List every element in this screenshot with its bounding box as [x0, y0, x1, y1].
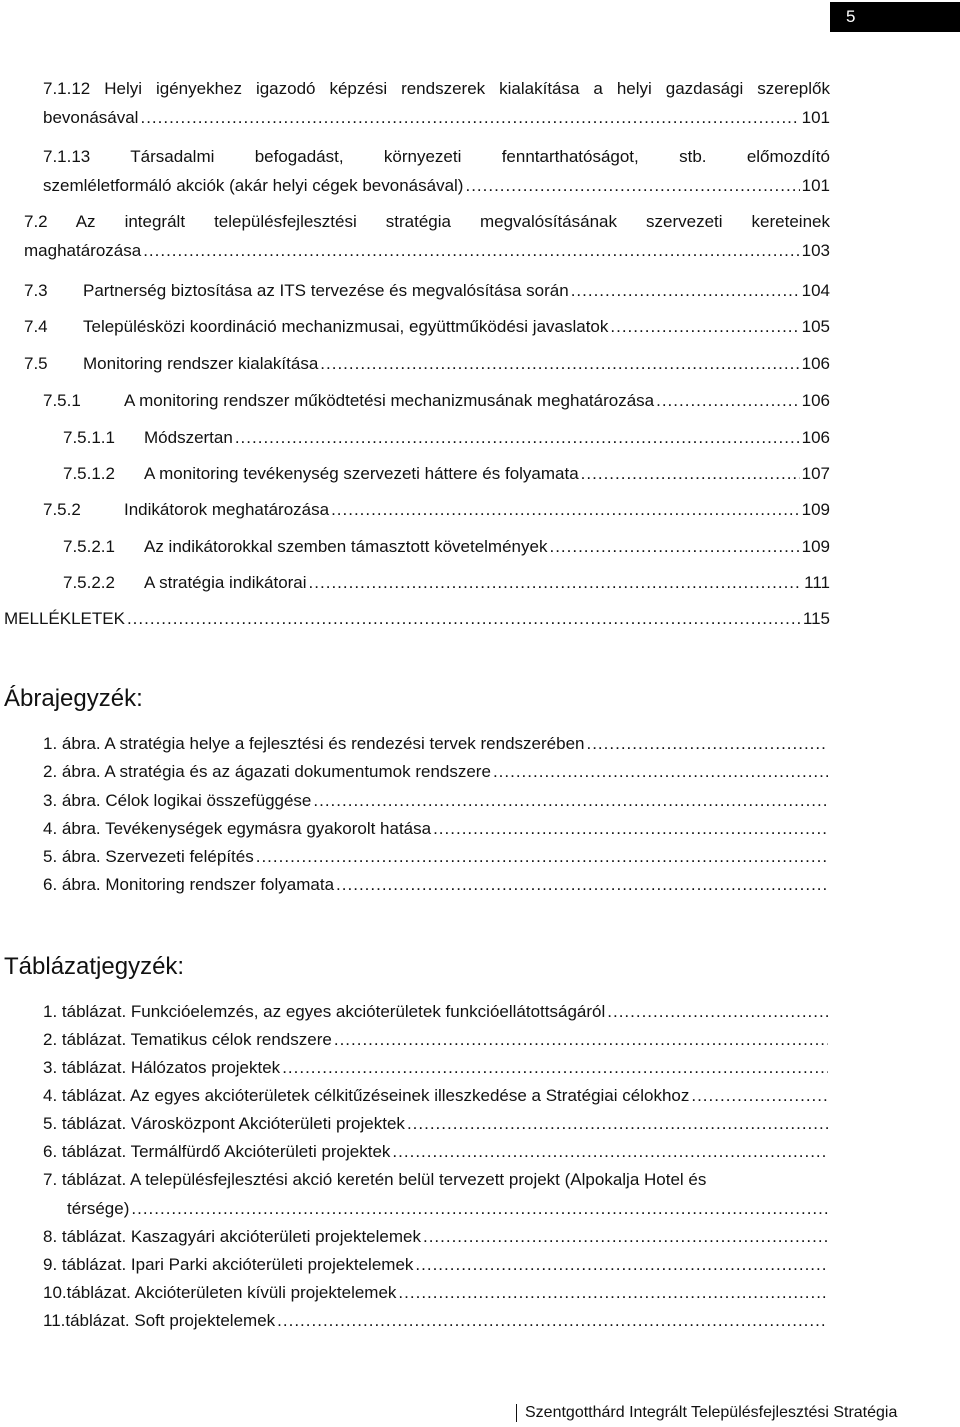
- toc-entry-7-1-13[interactable]: [43, 146, 830, 168]
- toc-leader: [331, 499, 800, 521]
- toc-leader: [334, 1029, 828, 1051]
- toc-entry-7-1-12-cont[interactable]: [43, 107, 830, 129]
- toc-page: 101: [801, 108, 830, 127]
- figure-entry[interactable]: [43, 733, 830, 755]
- figure-entry[interactable]: [43, 761, 830, 783]
- toc-num: 7.5.2.2: [63, 573, 115, 592]
- table-text: 6. táblázat. Termálfürdő Akcióterületi projektek: [43, 1142, 391, 1161]
- toc-leader: [493, 761, 828, 783]
- table-text: 10.táblázat. Akcióterületen kívüli projektelemek: [43, 1283, 397, 1302]
- toc-text: Indikátorok meghatározása: [124, 500, 330, 519]
- toc-page: 109: [801, 537, 830, 556]
- toc-leader: [607, 1001, 828, 1023]
- toc-num: 7.4: [24, 317, 48, 336]
- figure-entry[interactable]: [43, 874, 830, 896]
- toc-leader: [256, 846, 828, 868]
- toc-leader: [423, 1226, 828, 1248]
- page-number: 5: [846, 7, 856, 26]
- toc-entry-7-5-1-1[interactable]: [63, 427, 830, 449]
- table-entry[interactable]: [43, 1141, 830, 1163]
- tables-heading: Táblázatjegyzék:: [4, 953, 185, 980]
- toc-leader: [581, 463, 800, 485]
- toc-entry-7-5-1[interactable]: [43, 390, 830, 412]
- toc-text: Társadalmi befogadást, környezeti fenntarthatóságot, stb. előmozdító: [130, 147, 830, 166]
- figure-text: 5. ábra. Szervezeti felépítés: [43, 847, 254, 866]
- table-entry[interactable]: [43, 1113, 830, 1135]
- figure-text: 6. ábra. Monitoring rendszer folyamata: [43, 875, 335, 894]
- toc-text: Az indikátorokkal szemben támasztott követelmények: [144, 537, 548, 556]
- toc-entry-7-5-2[interactable]: [43, 499, 830, 521]
- toc-page: 107: [801, 464, 830, 483]
- table-entry[interactable]: [43, 1254, 830, 1276]
- toc-text: Partnerség biztosítása az ITS tervezése és megvalósítása során: [83, 281, 569, 300]
- figure-entry[interactable]: [43, 818, 830, 840]
- page-footer: Szentgotthárd Integrált Településfejlesztési Stratégia: [516, 1404, 897, 1422]
- table-entry[interactable]: [43, 1282, 830, 1304]
- table-text: 2. táblázat. Tematikus célok rendszere: [43, 1030, 332, 1049]
- table-text: 1. táblázat. Funkcióelemzés, az egyes akcióterületek funkcióellátottságáról: [43, 1002, 606, 1021]
- toc-leader: [398, 1282, 828, 1304]
- toc-leader: [309, 572, 803, 594]
- figure-text: 1. ábra. A stratégia helye a fejlesztési és rendezési tervek rendszerében: [43, 734, 585, 753]
- toc-text: Helyi igényekhez igazodó képzési rendszerek kialakítása a helyi gazdasági szereplők: [104, 79, 830, 98]
- toc-entry-7-1-12[interactable]: [43, 78, 830, 100]
- toc-num: 7.5.1.2: [63, 464, 115, 483]
- table-text: 5. táblázat. Városközpont Akcióterületi projektek: [43, 1114, 405, 1133]
- table-text: 3. táblázat. Hálózatos projektek: [43, 1058, 281, 1077]
- toc-page: 101: [801, 176, 830, 195]
- toc-leader: [392, 1141, 828, 1163]
- table-entry[interactable]: [43, 1057, 830, 1079]
- toc-page: 106: [801, 391, 830, 410]
- toc-entry-7-1-13-cont[interactable]: [43, 175, 830, 197]
- toc-entry-7-4[interactable]: [24, 316, 830, 338]
- table-text: 4. táblázat. Az egyes akcióterületek célkitűzéseinek illeszkedése a Stratégiai célokhoz: [43, 1086, 690, 1105]
- toc-page: 106: [801, 354, 830, 373]
- toc-page: 111: [804, 573, 830, 592]
- toc-leader: [691, 1085, 828, 1107]
- toc-entry-7-2-cont[interactable]: [24, 240, 830, 262]
- toc-leader: [235, 427, 800, 449]
- toc-text: A stratégia indikátorai: [144, 573, 307, 592]
- toc-num: 7.2: [24, 212, 48, 231]
- toc-leader: [131, 1198, 828, 1220]
- toc-leader: [127, 608, 801, 630]
- toc-page: 105: [801, 317, 830, 336]
- toc-entry-7-3[interactable]: [24, 280, 830, 302]
- toc-entry-7-2[interactable]: [24, 211, 830, 233]
- figure-text: 3. ábra. Célok logikai összefüggése: [43, 791, 312, 810]
- toc-text: A monitoring tevékenység szervezeti háttere és folyamata: [144, 464, 579, 483]
- toc-leader: [656, 390, 800, 412]
- page-number-badge: [830, 2, 960, 32]
- toc-text: Településközi koordináció mechanizmusai, együttműködési javaslatok: [83, 317, 609, 336]
- table-entry[interactable]: [43, 1226, 830, 1248]
- toc-leader: [465, 175, 799, 197]
- toc-leader: [610, 316, 799, 338]
- toc-num: 7.5.1: [43, 391, 81, 410]
- toc-page: 104: [801, 281, 830, 300]
- figures-heading: Ábrajegyzék:: [4, 685, 143, 712]
- toc-leader: [415, 1254, 828, 1276]
- figure-entry[interactable]: [43, 846, 830, 868]
- toc-leader: [433, 818, 828, 840]
- toc-text: szemléletformáló akciók (akár helyi cégek bevonásával): [43, 176, 464, 195]
- toc-entry-7-5-2-2[interactable]: [63, 572, 830, 594]
- table-entry-cont[interactable]: [67, 1198, 830, 1220]
- toc-leader: [571, 280, 800, 302]
- table-text: 8. táblázat. Kaszagyári akcióterületi projektelemek: [43, 1227, 421, 1246]
- toc-leader: [277, 1310, 828, 1332]
- toc-num: 7.5.2: [43, 500, 81, 519]
- table-text: térsége): [67, 1199, 130, 1218]
- toc-text: bevonásával: [43, 108, 139, 127]
- toc-text: A monitoring rendszer működtetési mechanizmusának meghatározása: [124, 391, 655, 410]
- toc-num: 7.3: [24, 281, 48, 300]
- toc-leader: [140, 107, 799, 129]
- figure-text: 4. ábra. Tevékenységek egymásra gyakorolt hatása: [43, 819, 432, 838]
- toc-leader: [336, 874, 828, 896]
- figure-text: 2. ábra. A stratégia és az ágazati dokumentumok rendszere: [43, 762, 491, 781]
- toc-leader: [549, 536, 799, 558]
- toc-page: 109: [801, 500, 830, 519]
- table-entry[interactable]: [43, 1310, 830, 1332]
- toc-text: MELLÉKLETEK: [4, 609, 125, 628]
- toc-leader: [586, 733, 828, 755]
- toc-entry-7-5-1-2[interactable]: [63, 463, 830, 485]
- table-entry[interactable]: [43, 1029, 830, 1051]
- figure-entry[interactable]: [43, 790, 830, 812]
- toc-text: maghatározása: [24, 241, 142, 260]
- toc-num: 7.5.2.1: [63, 537, 115, 556]
- toc-text: Az integrált településfejlesztési stratégia megvalósításának szervezeti kereteinek: [75, 212, 830, 231]
- toc-num: 7.5: [24, 354, 48, 373]
- toc-text: Módszertan: [144, 428, 233, 447]
- toc-entry-mellekletek[interactable]: [4, 608, 830, 630]
- toc-num: 7.1.13: [43, 147, 91, 166]
- toc-num: 7.5.1.1: [63, 428, 115, 447]
- toc-leader: [282, 1057, 828, 1079]
- toc-page: 106: [801, 428, 830, 447]
- toc-page: 115: [802, 609, 830, 628]
- toc-entry-7-5-2-1[interactable]: [63, 536, 830, 558]
- table-entry[interactable]: 7. táblázat. A településfejlesztési akció keretén belül tervezett projekt (Alpokalja Hotel és: [43, 1170, 707, 1189]
- toc-page: 103: [801, 241, 830, 260]
- toc-entry-7-5[interactable]: [24, 353, 830, 375]
- toc-leader: [320, 353, 799, 375]
- table-entry[interactable]: [43, 1085, 830, 1107]
- table-entry[interactable]: [43, 1001, 830, 1023]
- table-text: 9. táblázat. Ipari Parki akcióterületi projektelemek: [43, 1255, 414, 1274]
- toc-text: Monitoring rendszer kialakítása: [83, 354, 319, 373]
- table-text: 11.táblázat. Soft projektelemek: [43, 1311, 276, 1330]
- toc-leader: [407, 1113, 828, 1135]
- toc-leader: [143, 240, 799, 262]
- toc-leader: [313, 790, 828, 812]
- toc-num: 7.1.12: [43, 79, 91, 98]
